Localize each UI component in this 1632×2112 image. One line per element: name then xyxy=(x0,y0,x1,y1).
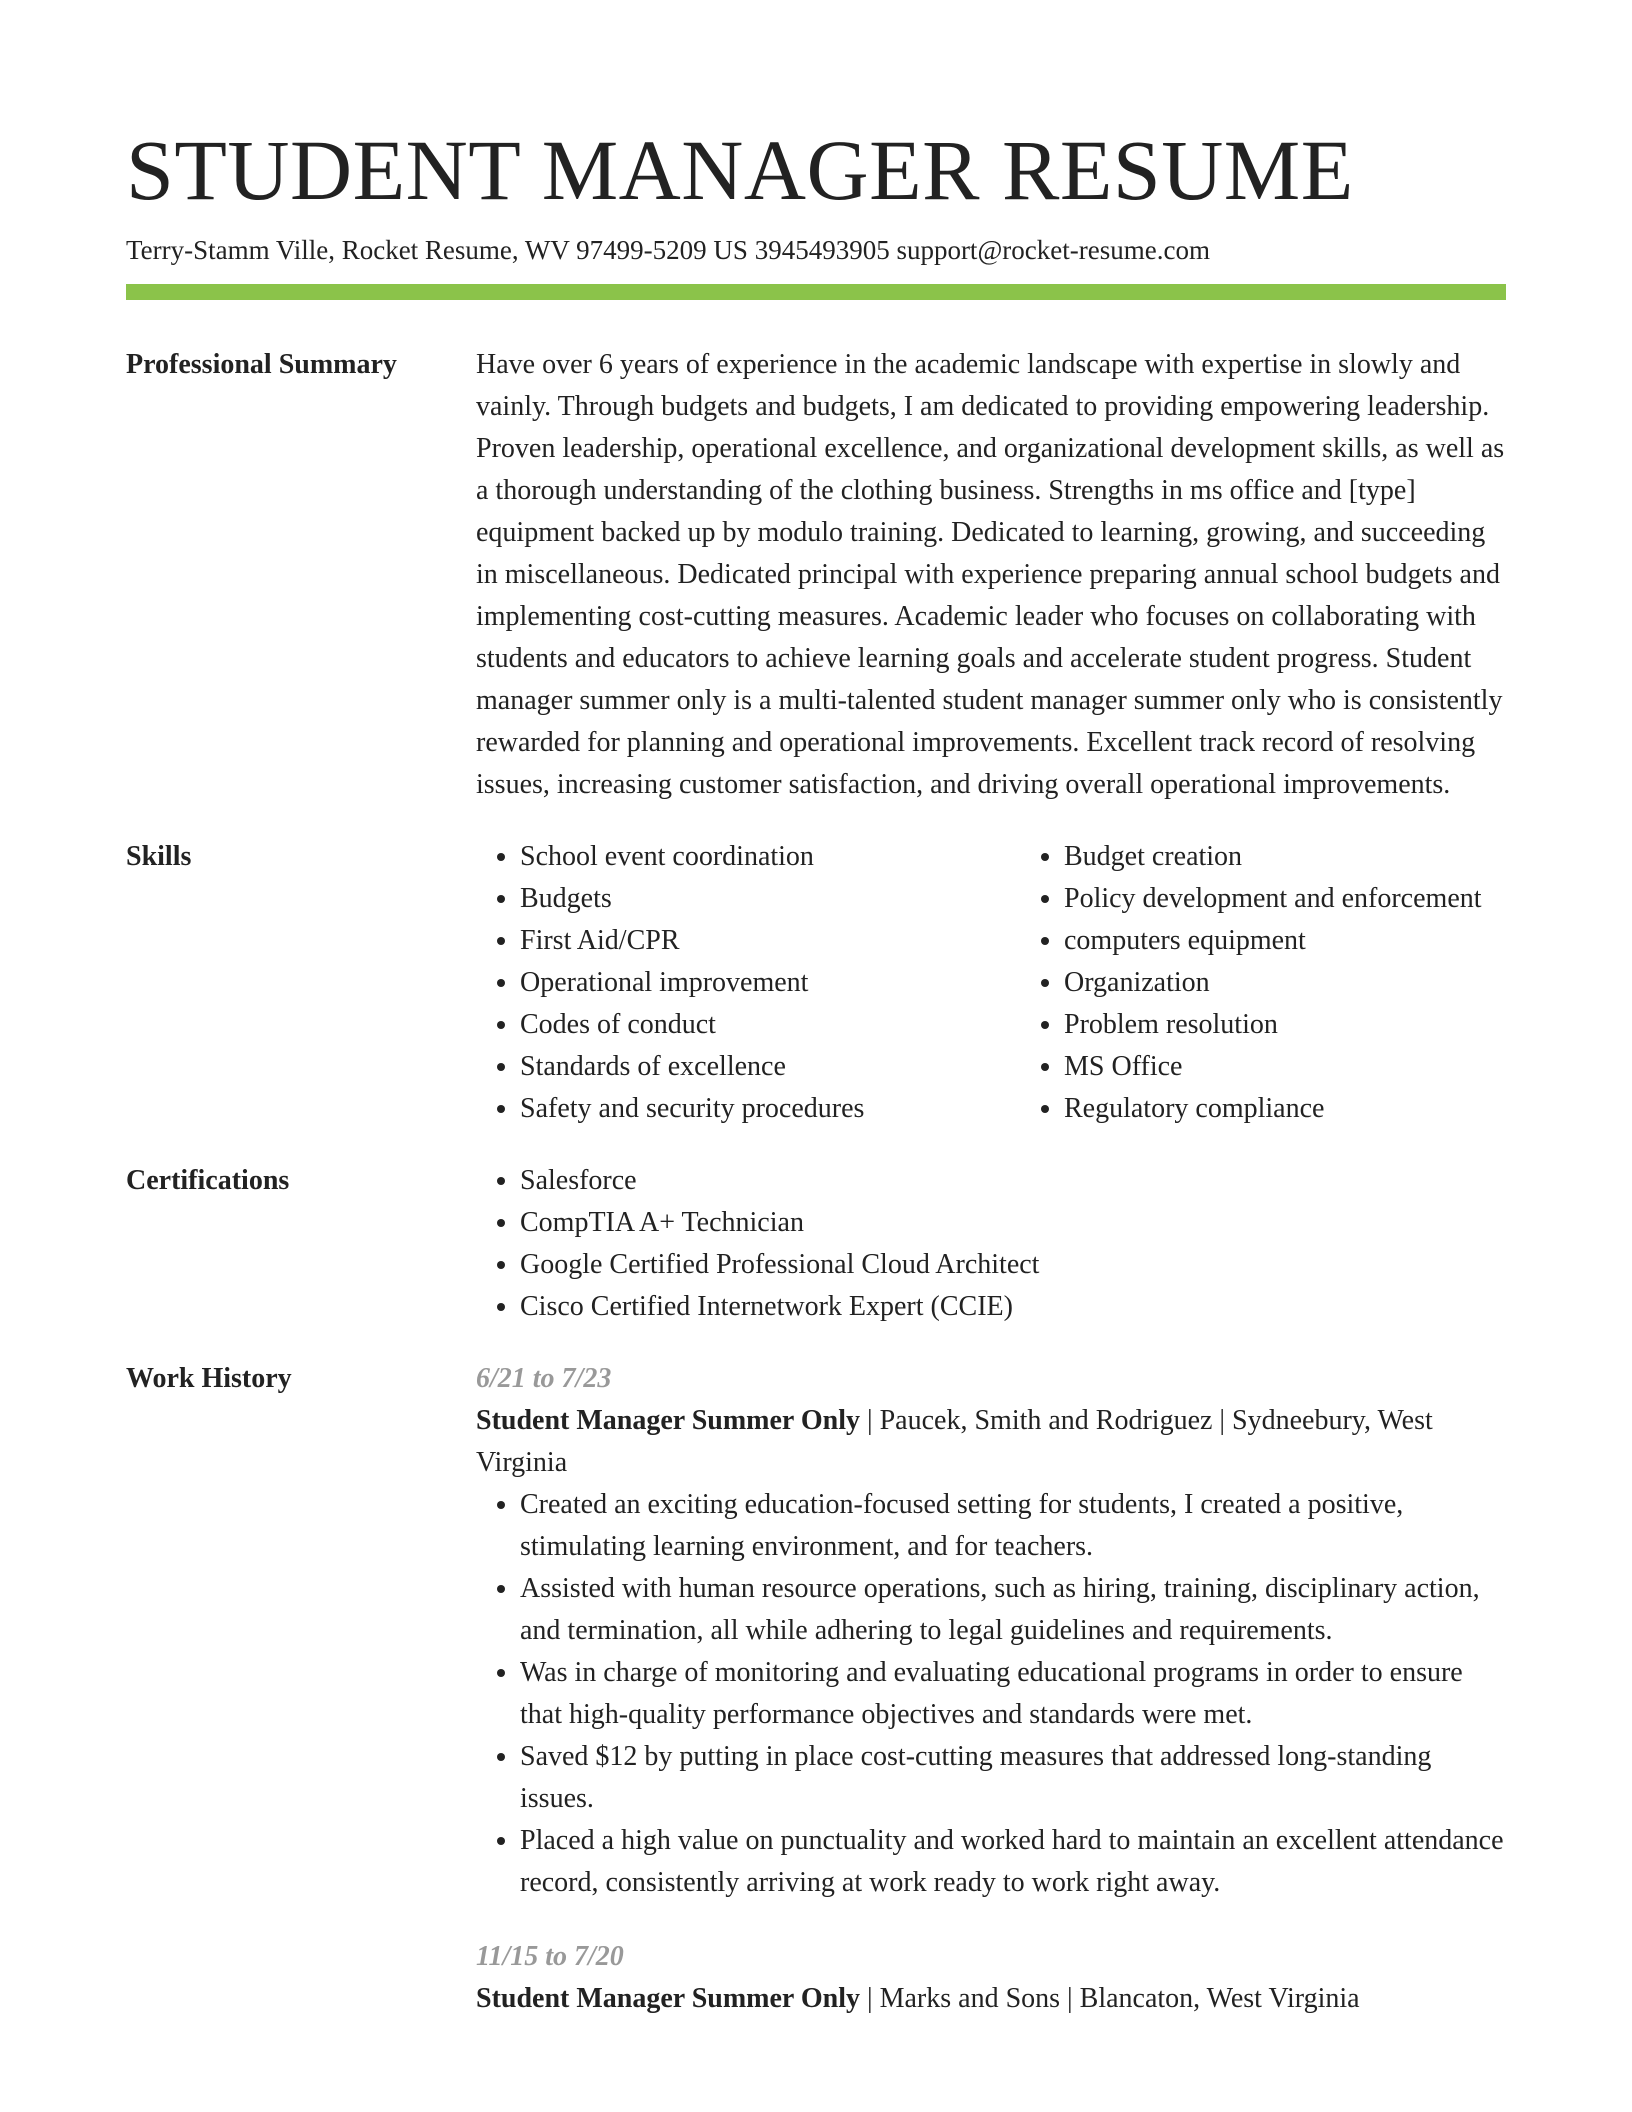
job-title: Student Manager Summer Only xyxy=(476,1983,860,2014)
skill-item: • Budgets xyxy=(520,878,1020,920)
job-entry xyxy=(476,1936,1506,2020)
job-header xyxy=(476,1978,1506,2020)
skill-item: • Operational improvement xyxy=(520,962,1020,1004)
header-divider xyxy=(126,284,1506,300)
contact-line xyxy=(126,232,1506,268)
skills-list-left xyxy=(476,836,1020,1130)
summary-section xyxy=(126,344,1506,806)
skill-item: • School event coordination xyxy=(520,836,1020,878)
summary-heading: Professional Summary xyxy=(126,349,397,380)
contact-email: support@rocket-resume.com xyxy=(896,235,1210,265)
skills-heading: Skills xyxy=(126,841,192,872)
certifications-list xyxy=(476,1160,1506,1328)
resume-title: STUDENT MANAGER RESUME xyxy=(126,122,1354,218)
skills-section xyxy=(126,836,1506,1130)
certification-item: • CompTIA A+ Technician xyxy=(520,1202,1506,1244)
job-details: | Paucek, Smith and Rodriguez | Sydneebury, West Virginia xyxy=(476,1405,1433,1478)
job-duty-item: • Saved $12 by putting in place cost-cutting measures that addressed long-standing issues. xyxy=(520,1736,1506,1820)
job-duties-list xyxy=(476,1484,1506,1904)
job-title: Student Manager Summer Only xyxy=(476,1405,860,1436)
skill-item: • Policy development and enforcement xyxy=(1064,878,1564,920)
skill-item: • Standards of excellence xyxy=(520,1046,1020,1088)
certification-item: • Salesforce xyxy=(520,1160,1506,1202)
skill-item: • Problem resolution xyxy=(1064,1004,1564,1046)
work-history-section xyxy=(126,1358,1506,2052)
certification-item: • Google Certified Professional Cloud Architect xyxy=(520,1244,1506,1286)
work-history-heading: Work History xyxy=(126,1363,292,1394)
summary-text: Have over 6 years of experience in the academic landscape with expertise in slowly and vainly. Through budgets and budgets, I am dedicated to providing empowering leadership. Proven leadership, operational excellence, and organizational development skills, as well as a thorough understanding of the clothing business. Strengths in ms office and [type] equipment backed up by modulo training. Dedicated to learning, growing, and succeeding in miscellaneous. Dedicated principal with experience preparing annual school budgets and implementing cost-cutting measures. Academic leader who focuses on collaborating with students and educators to achieve learning goals and accelerate student progress. Student manager summer only is a multi-talented student manager summer only who is consistently rewarded for planning and operational improvements. Excellent track record of resolving issues, increasing customer satisfaction, and driving overall operational improvements. xyxy=(476,349,1505,800)
job-dates: 11/15 to 7/20 xyxy=(476,1941,624,1972)
certifications-section xyxy=(126,1160,1506,1328)
skill-item: • First Aid/CPR xyxy=(520,920,1020,962)
job-duty-item: • Assisted with human resource operations, such as hiring, training, disciplinary action, and termination, all while adhering to legal guidelines and requirements. xyxy=(520,1568,1506,1652)
job-duty-item: • Placed a high value on punctuality and worked hard to maintain an excellent attendance record, consistently arriving at work ready to work right away. xyxy=(520,1820,1506,1904)
skill-item: • MS Office xyxy=(1064,1046,1564,1088)
contact-address: Terry-Stamm Ville, Rocket Resume, WV 97499-5209 US xyxy=(126,235,748,265)
skill-item: • Budget creation xyxy=(1064,836,1564,878)
skill-item: • Codes of conduct xyxy=(520,1004,1020,1046)
job-dates: 6/21 to 7/23 xyxy=(476,1363,612,1394)
certification-item: • Cisco Certified Internetwork Expert (CCIE) xyxy=(520,1286,1506,1328)
job-duty-item: • Was in charge of monitoring and evaluating educational programs in order to ensure that high-quality performance objectives and standards were met. xyxy=(520,1652,1506,1736)
skill-item: • Safety and security procedures xyxy=(520,1088,1020,1130)
skill-item: • Organization xyxy=(1064,962,1564,1004)
skill-item: • Regulatory compliance xyxy=(1064,1088,1564,1130)
job-details: | Marks and Sons | Blancaton, West Virginia xyxy=(860,1983,1360,2014)
skill-item: • computers equipment xyxy=(1064,920,1564,962)
job-header xyxy=(476,1400,1506,1484)
certifications-heading: Certifications xyxy=(126,1165,290,1196)
job-duty-item: • Created an exciting education-focused setting for students, I created a positive, stimulating learning environment, and for teachers. xyxy=(520,1484,1506,1568)
contact-phone: 3945493905 xyxy=(754,235,890,265)
job-entry xyxy=(476,1358,1506,1904)
skills-list-right xyxy=(1020,836,1564,1130)
